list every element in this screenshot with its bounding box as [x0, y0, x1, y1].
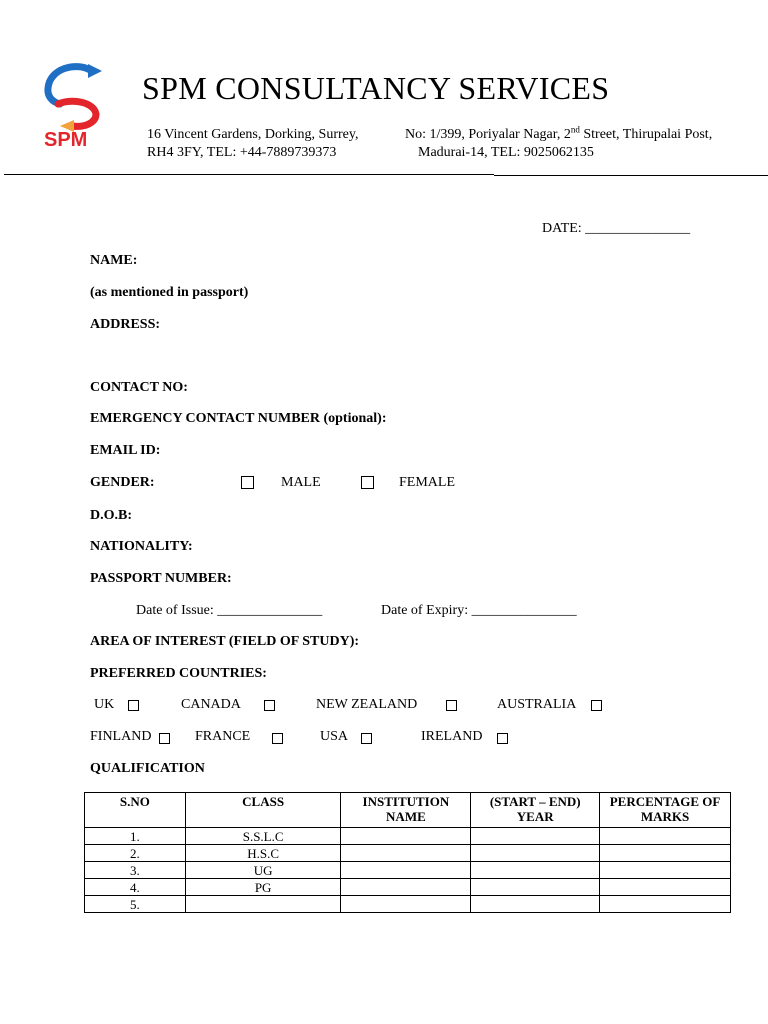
country-ireland-label: IRELAND [421, 729, 483, 744]
cell-sno: 5. [85, 896, 186, 913]
table-row [85, 845, 731, 862]
table-row [85, 862, 731, 879]
cell-class: UG [185, 862, 341, 879]
country-uk-label: UK [94, 697, 115, 712]
cell-year[interactable] [471, 862, 600, 879]
table-header-row [85, 793, 731, 828]
logo-text: SPM [44, 129, 88, 150]
qualification-label: QUALIFICATION [90, 761, 205, 776]
country-usa-label: USA [320, 729, 349, 744]
country-usa-checkbox[interactable] [361, 733, 372, 744]
nationality-label: NATIONALITY: [90, 539, 193, 554]
india-address-line2: Madurai-14, TEL: 9025062135 [418, 145, 594, 160]
cell-class: H.S.C [185, 845, 341, 862]
header-year: (START – END) YEAR [471, 793, 600, 828]
emergency-contact-label: EMERGENCY CONTACT NUMBER (optional): [90, 411, 387, 426]
header-class: CLASS [185, 793, 341, 828]
dob-label: D.O.B: [90, 508, 132, 523]
cell-institution[interactable] [341, 862, 471, 879]
email-label: EMAIL ID: [90, 443, 161, 458]
header-divider-left [4, 174, 494, 175]
company-name: SPM CONSULTANCY SERVICES [142, 70, 610, 106]
uk-address-line1: 16 Vincent Gardens, Dorking, Surrey, [147, 127, 359, 142]
cell-percentage[interactable] [600, 879, 731, 896]
country-canada-label: CANADA [181, 697, 241, 712]
cell-percentage[interactable] [600, 845, 731, 862]
country-new-zealand-checkbox[interactable] [446, 700, 457, 711]
cell-class[interactable] [185, 896, 341, 913]
table-row [85, 896, 731, 913]
name-label: NAME: [90, 253, 138, 268]
table-row [85, 828, 731, 845]
female-label: FEMALE [399, 475, 455, 490]
date-of-issue-field[interactable]: Date of Issue: _______________ [136, 603, 323, 618]
cell-institution[interactable] [341, 828, 471, 845]
uk-address-line2: RH4 3FY, TEL: +44-7889739373 [147, 145, 337, 160]
cell-institution[interactable] [341, 879, 471, 896]
country-new-zealand-label: NEW ZEALAND [316, 697, 418, 712]
female-checkbox[interactable] [361, 476, 374, 489]
male-label: MALE [281, 475, 321, 490]
table-row [85, 879, 731, 896]
male-checkbox[interactable] [241, 476, 254, 489]
country-australia-label: AUSTRALIA [497, 697, 577, 712]
cell-year[interactable] [471, 879, 600, 896]
country-france-checkbox[interactable] [272, 733, 283, 744]
cell-sno: 3. [85, 862, 186, 879]
cell-year[interactable] [471, 896, 600, 913]
contact-label: CONTACT NO: [90, 380, 188, 395]
cell-percentage[interactable] [600, 828, 731, 845]
uk-address [147, 126, 358, 162]
cell-percentage[interactable] [600, 896, 731, 913]
country-finland-label: FINLAND [90, 729, 152, 744]
country-france-label: FRANCE [195, 729, 251, 744]
cell-sno: 4. [85, 879, 186, 896]
header-divider-right [494, 175, 768, 176]
passport-label: PASSPORT NUMBER: [90, 571, 232, 586]
country-canada-checkbox[interactable] [264, 700, 275, 711]
logo-arrow-head [88, 64, 102, 78]
cell-year[interactable] [471, 845, 600, 862]
address-label: ADDRESS: [90, 317, 161, 332]
header-sno: S.NO [85, 793, 186, 828]
cell-class: S.S.L.C [185, 828, 341, 845]
header-institution: INSTITUTION NAME [341, 793, 471, 828]
india-address [405, 126, 712, 162]
spm-logo [38, 58, 112, 150]
cell-percentage[interactable] [600, 862, 731, 879]
country-ireland-checkbox[interactable] [497, 733, 508, 744]
date-field[interactable]: DATE: _______________ [542, 221, 691, 236]
logo-red-swoosh [58, 101, 96, 126]
cell-class: PG [185, 879, 341, 896]
header-percentage: PERCENTAGE OF MARKS [600, 793, 731, 828]
cell-sno: 2. [85, 845, 186, 862]
cell-year[interactable] [471, 828, 600, 845]
date-of-expiry-field[interactable]: Date of Expiry: _______________ [381, 603, 577, 618]
country-australia-checkbox[interactable] [591, 700, 602, 711]
preferred-countries-label: PREFERRED COUNTRIES: [90, 666, 267, 681]
cell-institution[interactable] [341, 896, 471, 913]
gender-label: GENDER: [90, 475, 155, 490]
country-uk-checkbox[interactable] [128, 700, 139, 711]
name-note: (as mentioned in passport) [90, 285, 249, 300]
cell-institution[interactable] [341, 845, 471, 862]
country-finland-checkbox[interactable] [159, 733, 170, 744]
cell-sno: 1. [85, 828, 186, 845]
qualification-table [84, 792, 731, 913]
area-of-interest-label: AREA OF INTEREST (FIELD OF STUDY): [90, 634, 360, 649]
india-address-line1: No: 1/399, Poriyalar Nagar, 2nd Street, Thirupalai Post, [405, 124, 713, 142]
